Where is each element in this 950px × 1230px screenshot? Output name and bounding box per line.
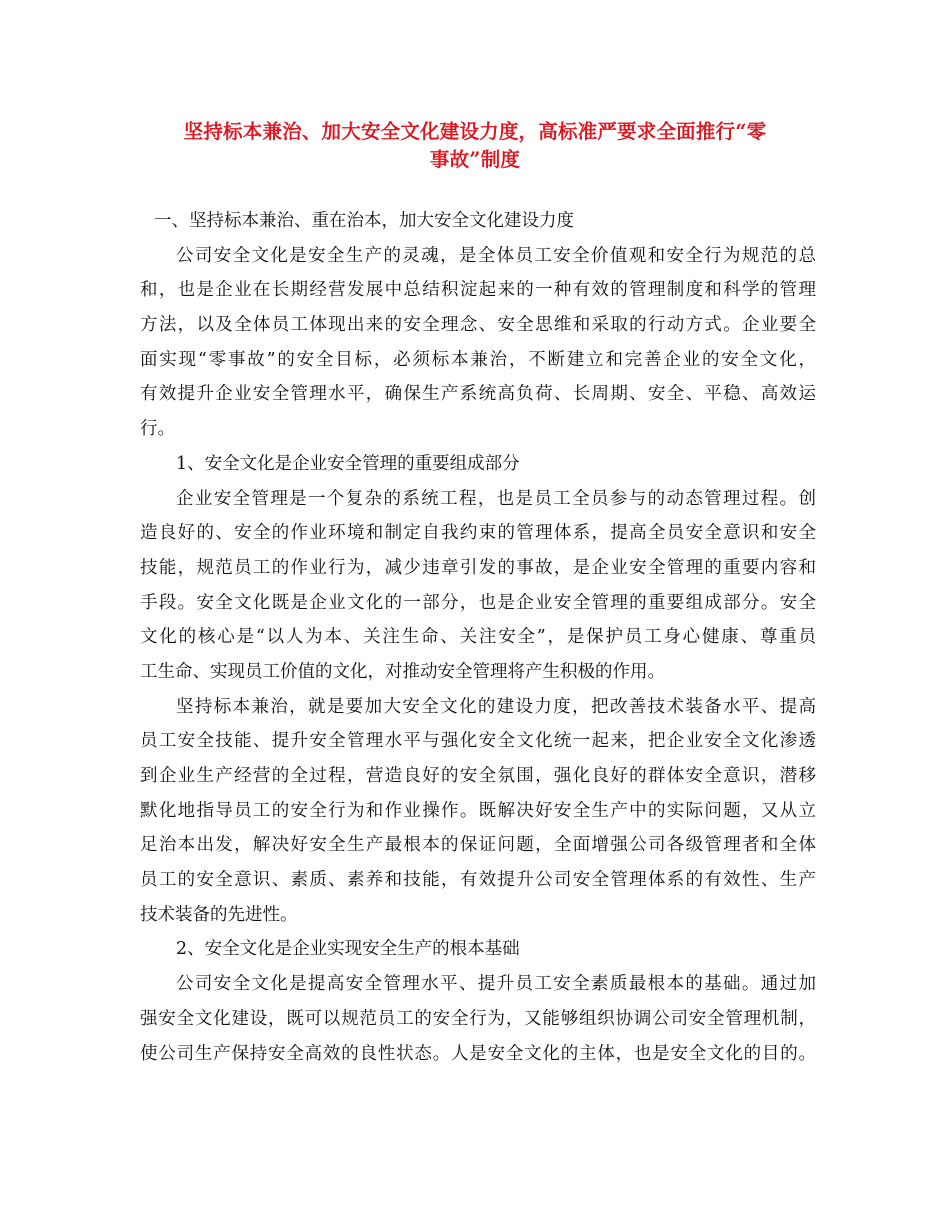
paragraph-line: 文化的核心是“以人为本、关注生命、关注安全”，是保护员工身心健康、尊重员 bbox=[140, 627, 816, 648]
title-line-2: 事故”制度 bbox=[429, 148, 521, 171]
paragraph-line: 企业安全管理是一个复杂的系统工程，也是员工全员参与的动态管理过程。创 bbox=[176, 488, 816, 509]
paragraph-line: 强安全文化建设，既可以规范员工的安全行为，又能够组织协调公司安全管理机制， bbox=[140, 1008, 816, 1029]
paragraph-line: 手段。安全文化既是企业文化的一部分，也是企业安全管理的重要组成部分。安全 bbox=[140, 592, 816, 613]
paragraph-line: 方法，以及全体员工体现出来的安全理念、安全思维和采取的行动方式。企业要全 bbox=[140, 315, 816, 336]
title-line-1: 坚持标本兼治、加大安全文化建设力度，高标准严要求全面推行“零 bbox=[183, 120, 767, 143]
paragraph-line: 和，也是企业在长期经营发展中总结积淀起来的一种有效的管理制度和科学的管理 bbox=[140, 280, 816, 301]
paragraph-line: 工生命、实现员工价值的文化，对推动安全管理将产生积极的作用。 bbox=[140, 661, 665, 682]
paragraph-line: 坚持标本兼治，就是要加大安全文化的建设力度，把改善技术装备水平、提高 bbox=[176, 696, 816, 717]
paragraph-line: 员工的安全意识、素质、素养和技能，有效提升公司安全管理体系的有效性、生产 bbox=[140, 870, 816, 891]
paragraph-line: 有效提升企业安全管理水平，确保生产系统高负荷、长周期、安全、平稳、高效运 bbox=[140, 384, 816, 405]
paragraph-line: 公司安全文化是提高安全管理水平、提升员工安全素质最根本的基础。通过加 bbox=[176, 974, 816, 995]
paragraph-line: 员工安全技能、提升安全管理水平与强化安全文化统一起来，把企业安全文化渗透 bbox=[140, 731, 816, 752]
paragraph-line: 面实现“零事故”的安全目标，必须标本兼治，不断建立和完善企业的安全文化， bbox=[140, 349, 816, 370]
paragraph-line: 足治本出发，解决好安全生产最根本的保证问题，全面增强公司各级管理者和全体 bbox=[140, 835, 816, 856]
paragraph-line: 行。 bbox=[140, 419, 175, 440]
section-heading: 一、坚持标本兼治、重在治本，加大安全文化建设力度 bbox=[154, 211, 574, 231]
paragraph-line: 使公司生产保持安全高效的良性状态。人是安全文化的主体，也是安全文化的目的。 bbox=[140, 1043, 816, 1064]
paragraph-line: 到企业生产经营的全过程，营造良好的安全氛围，强化良好的群体安全意识，潜移 bbox=[140, 766, 816, 786]
document-body bbox=[140, 204, 816, 1071]
subsection-heading: 2、安全文化是企业实现安全生产的根本基础 bbox=[176, 939, 520, 960]
paragraph-line: 造良好的、安全的作业环境和制定自我约束的管理体系，提高全员安全意识和安全 bbox=[140, 523, 816, 544]
document-title bbox=[140, 118, 810, 174]
paragraph-line: 默化地指导员工的安全行为和作业操作。既解决好安全生产中的实际问题，又从立 bbox=[140, 800, 816, 821]
paragraph-line: 技术装备的先进性。 bbox=[140, 904, 298, 925]
subsection-heading: 1、安全文化是企业安全管理的重要组成部分 bbox=[176, 453, 520, 474]
paragraph-line: 公司安全文化是安全生产的灵魂，是全体员工安全价值观和安全行为规范的总 bbox=[176, 245, 816, 266]
paragraph-line: 技能，规范员工的作业行为，减少违章引发的事故，是企业安全管理的重要内容和 bbox=[140, 557, 816, 578]
